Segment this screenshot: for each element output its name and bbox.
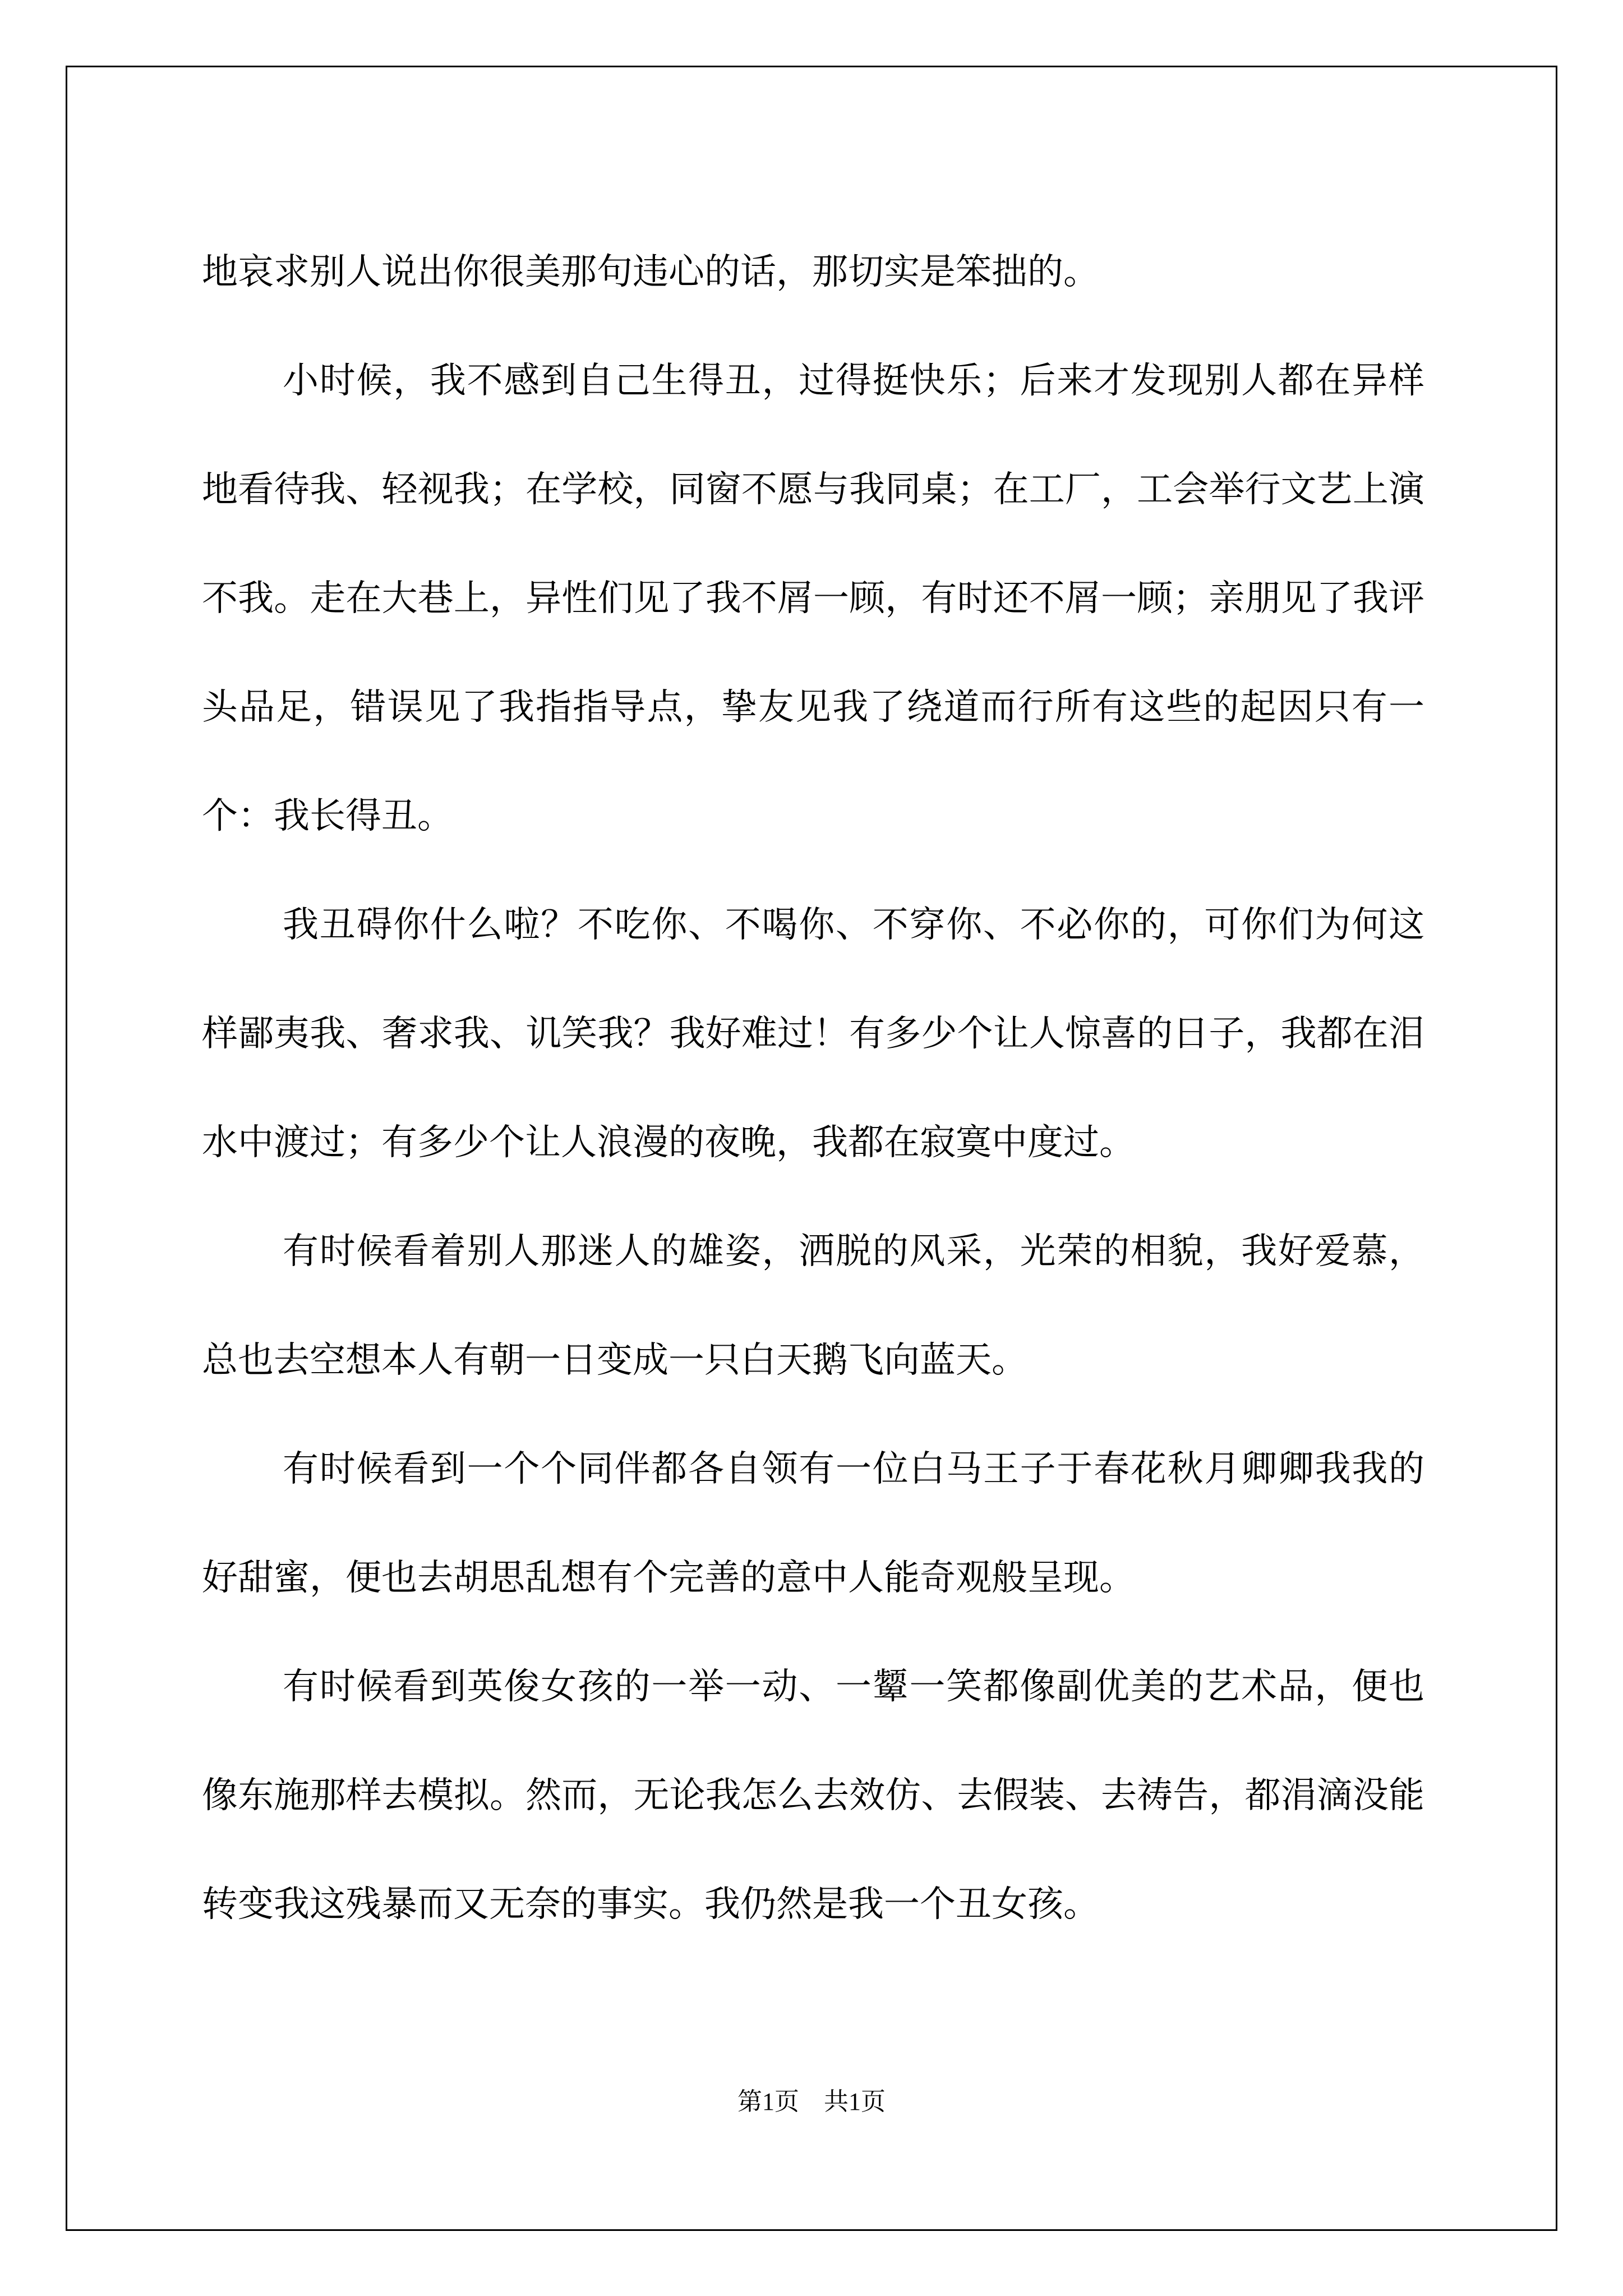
paragraph-4: 有时候看着别人那迷人的雄姿，洒脱的风采，光荣的相貌，我好爱慕，总也去空想本人有朝一日变成一只白天鹅飞向蓝天。 bbox=[202, 1231, 1424, 1381]
page-number: 第1页 bbox=[737, 2088, 799, 2115]
page-footer bbox=[0, 2081, 1623, 2117]
paragraph-2: 小时候，我不感到自己生得丑，过得挺快乐；后来才发现别人都在异样地看待我、轻视我；在学校，同窗不愿与我同桌；在工厂，工会举行文艺上演不我。走在大巷上，异性们见了我不屑一顾，有时还不屑一顾；亲朋见了我评头品足，错误见了我指指导点，挚友见我了绕道而行所有这些的起因只有一个：我长得丑。 bbox=[202, 360, 1424, 837]
page-total: 共1页 bbox=[824, 2088, 886, 2115]
paragraph-1: 地哀求别人说出你很美那句违心的话，那切实是笨拙的。 bbox=[202, 251, 1099, 293]
paragraph-5: 有时候看到一个个同伴都各自领有一位白马王子于春花秋月卿卿我我的好甜蜜，便也去胡思乱想有个完善的意中人能奇观般呈现。 bbox=[202, 1448, 1424, 1599]
document-body bbox=[202, 218, 1424, 1959]
paragraph-6: 有时候看到英俊女孩的一举一动、一颦一笑都像副优美的艺术品，便也像东施那样去模拟。然而，无论我怎么去效仿、去假装、去祷告，都涓滴没能转变我这残暴而又无奈的事实。我仍然是我一个丑女孩。 bbox=[202, 1666, 1424, 1925]
paragraph-3: 我丑碍你什么啦？不吃你、不喝你、不穿你、不必你的，可你们为何这样鄙夷我、奢求我、讥笑我？我好难过！有多少个让人惊喜的日子，我都在泪水中渡过；有多少个让人浪漫的夜晚，我都在寂寞中度过。 bbox=[202, 904, 1424, 1163]
